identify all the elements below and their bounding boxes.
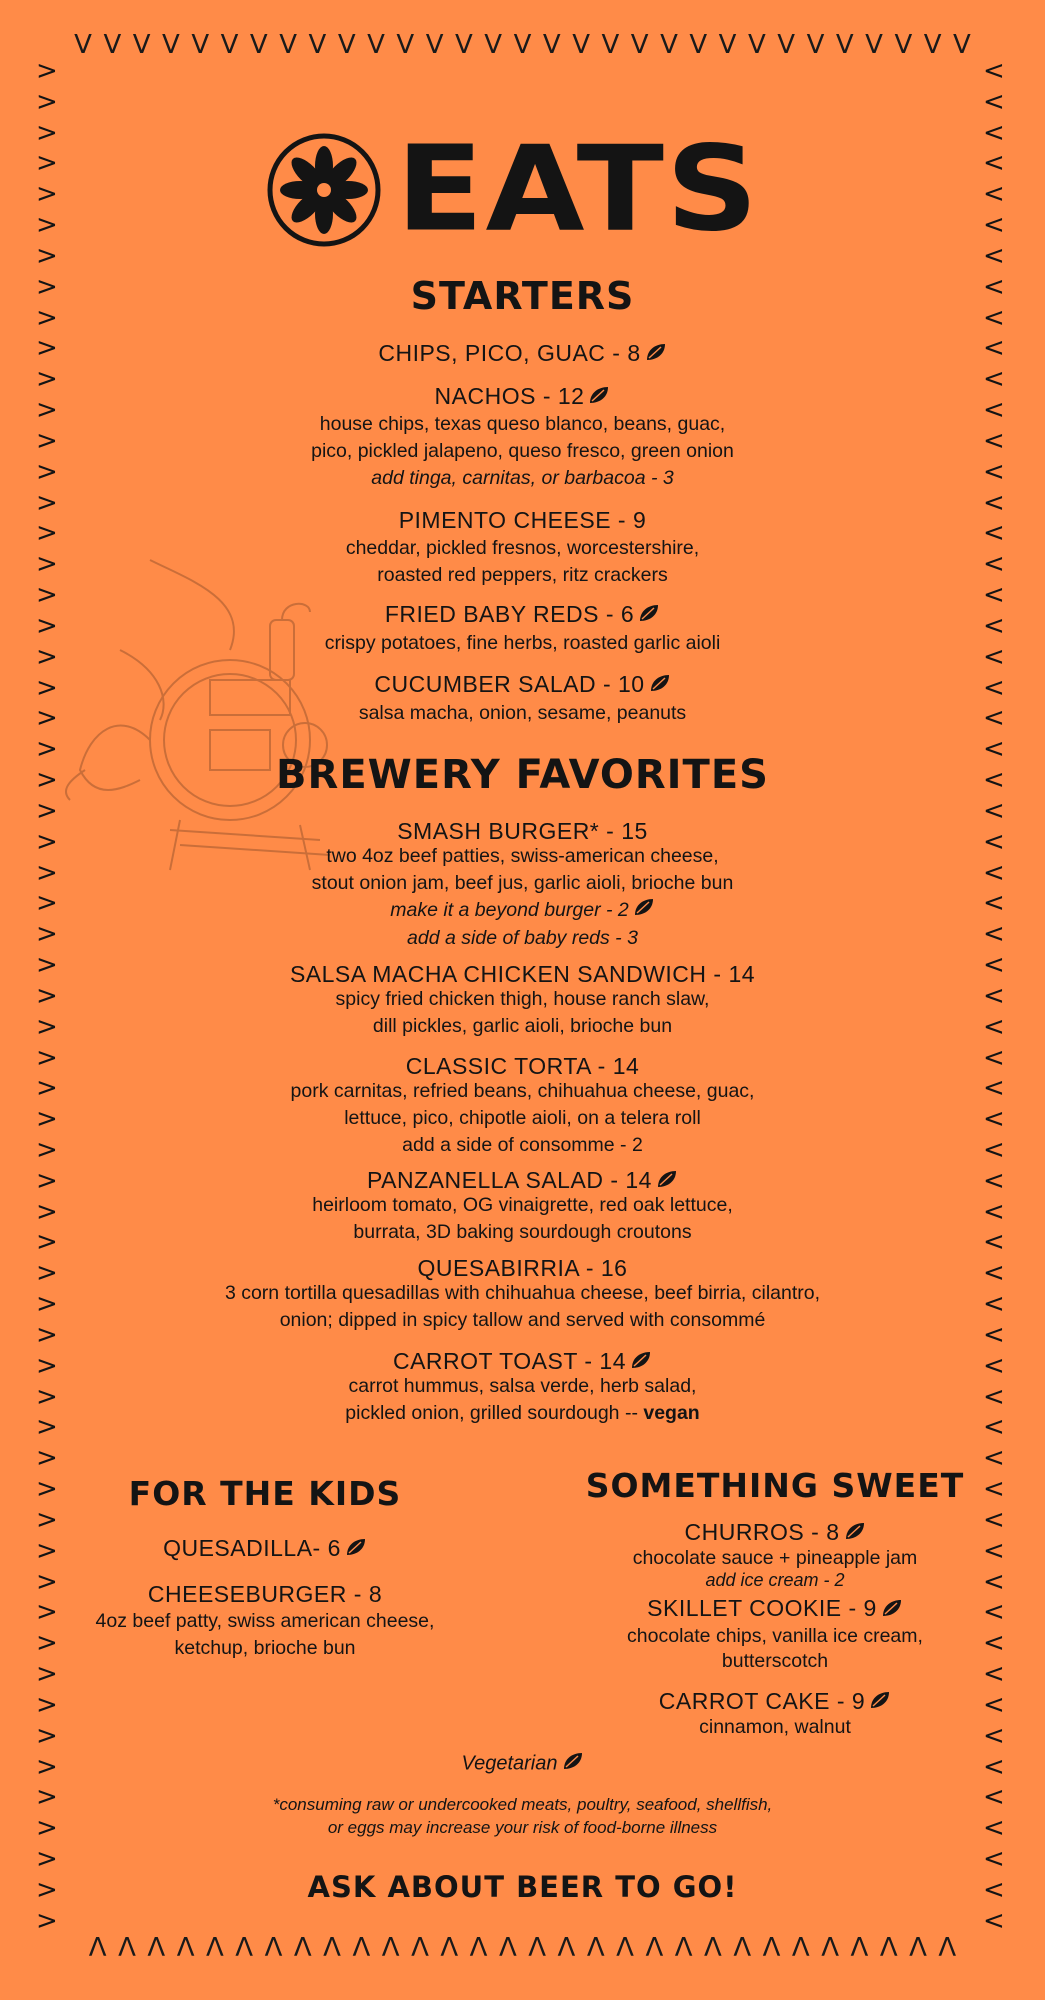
menu-item-description: salsa macha, onion, sesame, peanuts bbox=[358, 702, 687, 724]
chevron-glyph: > bbox=[36, 1134, 58, 1165]
chevron-glyph: > bbox=[36, 1196, 58, 1227]
menu-item-description: carrot hummus, salsa verde, herb salad, pickled onion, grilled sourdough -- vegan bbox=[345, 1375, 700, 1424]
chevron-glyph: < bbox=[983, 1350, 1005, 1381]
chevron-glyph: < bbox=[983, 1381, 1005, 1412]
chevron-glyph: V bbox=[630, 30, 649, 60]
chevron-glyph: < bbox=[983, 950, 1005, 981]
kids-heading: FOR THE KIDS bbox=[128, 1474, 402, 1513]
chevron-glyph: > bbox=[36, 1227, 58, 1258]
chevron-glyph: > bbox=[36, 1073, 58, 1104]
menu-item-description: 4oz beef patty, swiss american cheese, ketchup, brioche bun bbox=[95, 1610, 435, 1660]
chevron-glyph: > bbox=[36, 1751, 58, 1782]
leaf-icon bbox=[588, 384, 610, 411]
chevron-glyph: > bbox=[36, 1504, 58, 1535]
menu-item-description: pork carnitas, refried beans, chihuahua cheese, guac, lettuce, pico, chipotle aioli, on a telera roll add a side of consomme - 2 bbox=[290, 1080, 755, 1156]
chevron-glyph: < bbox=[983, 456, 1005, 487]
chevron-glyph: V bbox=[132, 30, 151, 60]
chevron-glyph: Λ bbox=[879, 1933, 898, 1963]
chevron-glyph: > bbox=[36, 703, 58, 734]
chevron-glyph: Λ bbox=[411, 1933, 429, 1963]
chevron-glyph: > bbox=[36, 364, 58, 395]
chevron-glyph: V bbox=[74, 30, 92, 60]
chevron-glyph: < bbox=[983, 1227, 1005, 1258]
menu-item-title: CHIPS, PICO, GUAC - 8 bbox=[0, 340, 1045, 368]
menu-item-description: spicy fried chicken thigh, house ranch slaw, dill pickles, garlic aioli, brioche bun bbox=[335, 988, 710, 1037]
leaf-icon bbox=[638, 602, 660, 629]
chevron-glyph: < bbox=[983, 1782, 1005, 1813]
chevron-glyph: < bbox=[983, 1289, 1005, 1320]
chevron-glyph: Λ bbox=[352, 1933, 371, 1963]
leaf-icon bbox=[881, 1597, 903, 1624]
menu-item-title: QUESADILLA- 6 bbox=[40, 1535, 490, 1563]
chevron-glyph: < bbox=[983, 1844, 1005, 1875]
chevron-glyph: Λ bbox=[498, 1933, 517, 1963]
chevron-glyph: V bbox=[162, 30, 180, 60]
chevron-glyph: > bbox=[36, 765, 58, 796]
chevron-glyph: Λ bbox=[791, 1933, 810, 1963]
chevron-glyph: V bbox=[513, 30, 532, 60]
raw-food-disclaimer: *consuming raw or undercooked meats, poultry, seafood, shellfish, or eggs may increase your risk of food-borne illness bbox=[272, 1795, 773, 1837]
chevron-glyph: > bbox=[36, 1104, 58, 1135]
chevron-glyph: > bbox=[36, 56, 58, 86]
chevron-glyph: > bbox=[36, 148, 58, 179]
chevron-glyph: V bbox=[835, 30, 854, 60]
chevron-glyph: Λ bbox=[88, 1933, 107, 1963]
chevron-glyph: > bbox=[36, 271, 58, 302]
menu-item-title: PIMENTO CHEESE - 9 bbox=[398, 507, 647, 533]
chevron-glyph: < bbox=[983, 919, 1005, 950]
chevron-glyph: < bbox=[983, 395, 1005, 426]
leaf-icon bbox=[844, 1520, 866, 1547]
chevron-glyph: < bbox=[983, 425, 1005, 456]
chevron-glyph: Λ bbox=[645, 1933, 664, 1963]
chevron-glyph: V bbox=[601, 30, 620, 60]
chevron-glyph: Λ bbox=[616, 1933, 634, 1963]
chevron-glyph: V bbox=[308, 30, 327, 60]
chevron-glyph: < bbox=[983, 179, 1005, 210]
chevron-glyph: > bbox=[36, 1535, 58, 1566]
chevron-glyph: > bbox=[36, 518, 58, 549]
chevron-glyph: > bbox=[36, 1689, 58, 1720]
chevron-glyph: < bbox=[983, 857, 1005, 888]
chevron-glyph: > bbox=[36, 919, 58, 950]
chevron-glyph: V bbox=[220, 30, 239, 60]
chevron-glyph: < bbox=[983, 1597, 1005, 1628]
chevron-glyph: > bbox=[36, 1258, 58, 1289]
chevron-glyph: V bbox=[894, 30, 913, 60]
chevron-glyph: Λ bbox=[821, 1933, 840, 1963]
chevron-glyph: V bbox=[455, 30, 473, 60]
chevron-glyph: > bbox=[36, 1813, 58, 1844]
chevron-glyph: < bbox=[983, 765, 1005, 796]
chevron-glyph: V bbox=[660, 30, 678, 60]
chevron-glyph: V bbox=[191, 30, 210, 60]
chevron-glyph: Λ bbox=[674, 1933, 693, 1963]
footer-callout: ASK ABOUT BEER TO GO! bbox=[307, 1870, 738, 1904]
chevron-glyph: Λ bbox=[909, 1933, 927, 1963]
sweet-heading: SOMETHING SWEET bbox=[585, 1466, 965, 1505]
chevron-glyph: > bbox=[36, 1874, 58, 1905]
chevron-glyph: Λ bbox=[938, 1933, 957, 1963]
menu-item-description: chocolate chips, vanilla ice cream, butterscotch bbox=[627, 1624, 923, 1672]
menu-item-title: CHURROS - 8 bbox=[570, 1519, 980, 1547]
menu-item-description: two 4oz beef patties, swiss-american cheese, stout onion jam, beef jus, garlic aioli, brioche bun make it a beyond burger - 2 add a side of baby reds - 3 bbox=[311, 845, 734, 949]
chevron-glyph: V bbox=[923, 30, 942, 60]
chevron-glyph: Λ bbox=[704, 1933, 722, 1963]
chevron-glyph: V bbox=[747, 30, 766, 60]
chevron-glyph: V bbox=[777, 30, 796, 60]
chevron-glyph: > bbox=[36, 1659, 58, 1690]
chevron-glyph: > bbox=[36, 1319, 58, 1350]
flower-icon bbox=[266, 132, 382, 248]
chevron-glyph: < bbox=[983, 364, 1005, 395]
chevron-glyph: Λ bbox=[381, 1933, 400, 1963]
chevron-glyph: < bbox=[983, 1319, 1005, 1350]
chevron-glyph: > bbox=[36, 395, 58, 426]
chevron-glyph: Λ bbox=[235, 1933, 254, 1963]
chevron-glyph: > bbox=[36, 1011, 58, 1042]
chevron-glyph: V bbox=[279, 30, 298, 60]
chevron-glyph: > bbox=[36, 456, 58, 487]
chevron-glyph: Λ bbox=[557, 1933, 576, 1963]
chevron-glyph: < bbox=[983, 86, 1005, 117]
chevron-glyph: > bbox=[36, 210, 58, 241]
chevron-glyph: < bbox=[983, 1412, 1005, 1443]
sweet-section bbox=[570, 1466, 980, 1738]
chevron-glyph: > bbox=[36, 888, 58, 919]
chevron-glyph: Λ bbox=[586, 1933, 605, 1963]
menu-item-description: house chips, texas queso blanco, beans, guac, pico, pickled jalapeno, queso fresco, green onion add tinga, carnitas, or barbacoa - 3 bbox=[311, 413, 734, 489]
menu-item-description: cheddar, pickled fresnos, worcestershire, roasted red peppers, ritz crackers bbox=[345, 537, 700, 586]
chevron-glyph: V bbox=[367, 30, 385, 60]
chevron-glyph: > bbox=[36, 302, 58, 333]
chevron-glyph: < bbox=[983, 302, 1005, 333]
bottom-chevron-border bbox=[0, 1933, 1045, 1963]
chevron-glyph: < bbox=[983, 487, 1005, 518]
chevron-glyph: > bbox=[36, 1597, 58, 1628]
chevron-glyph: < bbox=[983, 1073, 1005, 1104]
menu-item-title: FRIED BABY REDS - 6 bbox=[0, 601, 1045, 629]
chevron-glyph: > bbox=[36, 1566, 58, 1597]
chevron-glyph: < bbox=[983, 610, 1005, 641]
chevron-glyph: > bbox=[36, 549, 58, 580]
chevron-glyph: > bbox=[36, 1350, 58, 1381]
chevron-glyph: V bbox=[806, 30, 825, 60]
chevron-glyph: Λ bbox=[850, 1933, 869, 1963]
chevron-glyph: > bbox=[36, 179, 58, 210]
chevron-glyph: < bbox=[983, 734, 1005, 765]
menu-item-description: crispy potatoes, fine herbs, roasted garlic aioli bbox=[324, 632, 721, 654]
chevron-glyph: < bbox=[983, 148, 1005, 179]
chevron-glyph: < bbox=[983, 1813, 1005, 1844]
chevron-glyph: < bbox=[983, 703, 1005, 734]
chevron-glyph: > bbox=[36, 1165, 58, 1196]
chevron-glyph: > bbox=[36, 734, 58, 765]
chevron-glyph: > bbox=[36, 610, 58, 641]
menu-item-title: CLASSIC TORTA - 14 bbox=[405, 1053, 640, 1079]
chevron-glyph: V bbox=[103, 30, 122, 60]
chevron-glyph: < bbox=[983, 1689, 1005, 1720]
leaf-icon bbox=[645, 341, 667, 368]
chevron-glyph: < bbox=[983, 1011, 1005, 1042]
chevron-glyph: < bbox=[983, 210, 1005, 241]
chevron-glyph: V bbox=[484, 30, 503, 60]
menu-item-title: SMASH BURGER* - 15 bbox=[397, 818, 648, 844]
top-chevron-border bbox=[0, 30, 1045, 60]
chevron-glyph: < bbox=[983, 1504, 1005, 1535]
chevron-glyph: < bbox=[983, 1165, 1005, 1196]
chevron-glyph: < bbox=[983, 1566, 1005, 1597]
chevron-glyph: > bbox=[36, 487, 58, 518]
chevron-glyph: < bbox=[983, 240, 1005, 271]
menu-item-title: SALSA MACHA CHICKEN SANDWICH - 14 bbox=[289, 961, 756, 987]
chevron-glyph: < bbox=[983, 641, 1005, 672]
chevron-glyph: > bbox=[36, 1042, 58, 1073]
chevron-glyph: > bbox=[36, 641, 58, 672]
chevron-glyph: > bbox=[36, 580, 58, 611]
kids-section bbox=[40, 1474, 490, 1662]
chevron-glyph: < bbox=[983, 1474, 1005, 1505]
chevron-glyph: > bbox=[36, 1782, 58, 1813]
chevron-glyph: > bbox=[36, 857, 58, 888]
chevron-glyph: < bbox=[983, 1042, 1005, 1073]
chevron-glyph: < bbox=[983, 1104, 1005, 1135]
chevron-glyph: < bbox=[983, 1535, 1005, 1566]
logo-title: EATS bbox=[396, 121, 761, 259]
menu-item-description: heirloom tomato, OG vinaigrette, red oak lettuce, burrata, 3D baking sourdough croutons bbox=[312, 1194, 733, 1243]
chevron-glyph: < bbox=[983, 1134, 1005, 1165]
chevron-glyph: < bbox=[983, 795, 1005, 826]
chevron-glyph: > bbox=[36, 1720, 58, 1751]
menu-item-title: CARROT CAKE - 9 bbox=[570, 1688, 980, 1716]
menu-item-description: 3 corn tortilla quesadillas with chihuahua cheese, beef birria, cilantro, onion; dipped in spicy tallow and served with consommé bbox=[224, 1282, 821, 1331]
chevron-glyph: < bbox=[983, 1751, 1005, 1782]
leaf-icon bbox=[649, 672, 671, 699]
chevron-glyph: < bbox=[983, 1905, 1005, 1936]
chevron-glyph: > bbox=[36, 86, 58, 117]
chevron-glyph: > bbox=[36, 1381, 58, 1412]
chevron-glyph: V bbox=[718, 30, 737, 60]
chevron-glyph: Λ bbox=[762, 1933, 781, 1963]
logo bbox=[266, 121, 786, 259]
menu-item-title: NACHOS - 12 bbox=[0, 383, 1045, 411]
chevron-glyph: < bbox=[983, 888, 1005, 919]
chevron-glyph: < bbox=[983, 672, 1005, 703]
chevron-glyph: < bbox=[983, 826, 1005, 857]
chevron-glyph: > bbox=[36, 1844, 58, 1875]
leaf-icon bbox=[869, 1689, 891, 1716]
chevron-glyph: V bbox=[337, 30, 356, 60]
chevron-glyph: > bbox=[36, 117, 58, 148]
chevron-glyph: < bbox=[983, 980, 1005, 1011]
chevron-glyph: < bbox=[983, 518, 1005, 549]
chevron-glyph: < bbox=[983, 1258, 1005, 1289]
chevron-glyph: > bbox=[36, 672, 58, 703]
chevron-glyph: < bbox=[983, 1874, 1005, 1905]
chevron-glyph: > bbox=[36, 980, 58, 1011]
chevron-glyph: > bbox=[36, 1474, 58, 1505]
brewery-favorites-heading: BREWERY FAVORITES bbox=[276, 752, 769, 798]
chevron-glyph: V bbox=[689, 30, 708, 60]
chevron-glyph: < bbox=[983, 56, 1005, 86]
chevron-glyph: > bbox=[36, 1443, 58, 1474]
chevron-glyph: > bbox=[36, 1412, 58, 1443]
chevron-glyph: < bbox=[983, 1196, 1005, 1227]
chevron-glyph: > bbox=[36, 1289, 58, 1320]
leaf-icon bbox=[562, 1751, 584, 1777]
menu-item-title: CHEESEBURGER - 8 bbox=[147, 1581, 383, 1608]
chevron-glyph: > bbox=[36, 1628, 58, 1659]
chevron-glyph: < bbox=[983, 117, 1005, 148]
chevron-glyph: Λ bbox=[147, 1933, 166, 1963]
chevron-glyph: V bbox=[249, 30, 268, 60]
chevron-glyph: V bbox=[542, 30, 561, 60]
chevron-glyph: > bbox=[36, 425, 58, 456]
menu-item-title: QUESABIRRIA - 16 bbox=[417, 1255, 628, 1281]
chevron-glyph: < bbox=[983, 1720, 1005, 1751]
menu-item-description: chocolate sauce + pineapple jam add ice cream - 2 bbox=[632, 1547, 918, 1591]
chevron-glyph: Λ bbox=[733, 1933, 752, 1963]
chevron-glyph: < bbox=[983, 333, 1005, 364]
chevron-glyph: Λ bbox=[440, 1933, 459, 1963]
chevron-glyph: > bbox=[36, 1905, 58, 1936]
chevron-glyph: V bbox=[396, 30, 415, 60]
chevron-glyph: < bbox=[983, 1628, 1005, 1659]
menu-item-description: cinnamon, walnut bbox=[699, 1716, 851, 1739]
chevron-glyph: V bbox=[865, 30, 883, 60]
chevron-glyph: Λ bbox=[323, 1933, 341, 1963]
chevron-glyph: < bbox=[983, 549, 1005, 580]
menu-item-title: PANZANELLA SALAD - 14 bbox=[0, 1167, 1045, 1195]
leaf-icon bbox=[633, 897, 655, 925]
chevron-glyph: < bbox=[983, 1443, 1005, 1474]
menu-item-title: SKILLET COOKIE - 9 bbox=[570, 1595, 980, 1623]
chevron-glyph: Λ bbox=[293, 1933, 312, 1963]
chevron-glyph: < bbox=[983, 580, 1005, 611]
chevron-glyph: Λ bbox=[264, 1933, 283, 1963]
chevron-glyph: < bbox=[983, 271, 1005, 302]
leaf-icon bbox=[345, 1536, 367, 1563]
starters-heading: STARTERS bbox=[410, 274, 635, 318]
vegetarian-legend: Vegetarian bbox=[0, 1751, 1045, 1777]
chevron-glyph: > bbox=[36, 333, 58, 364]
chevron-glyph: Λ bbox=[205, 1933, 224, 1963]
chevron-glyph: Λ bbox=[118, 1933, 136, 1963]
chevron-glyph: > bbox=[36, 826, 58, 857]
chevron-glyph: V bbox=[572, 30, 590, 60]
chevron-glyph: < bbox=[983, 1659, 1005, 1690]
chevron-glyph: Λ bbox=[528, 1933, 547, 1963]
chevron-glyph: Λ bbox=[469, 1933, 488, 1963]
chevron-glyph: > bbox=[36, 795, 58, 826]
chevron-glyph: Λ bbox=[176, 1933, 195, 1963]
chevron-glyph: V bbox=[953, 30, 971, 60]
chevron-glyph: V bbox=[425, 30, 444, 60]
chevron-glyph: > bbox=[36, 950, 58, 981]
menu-item-title: CUCUMBER SALAD - 10 bbox=[0, 671, 1045, 699]
chevron-glyph: > bbox=[36, 240, 58, 271]
menu-item-title: CARROT TOAST - 14 bbox=[0, 1348, 1045, 1376]
